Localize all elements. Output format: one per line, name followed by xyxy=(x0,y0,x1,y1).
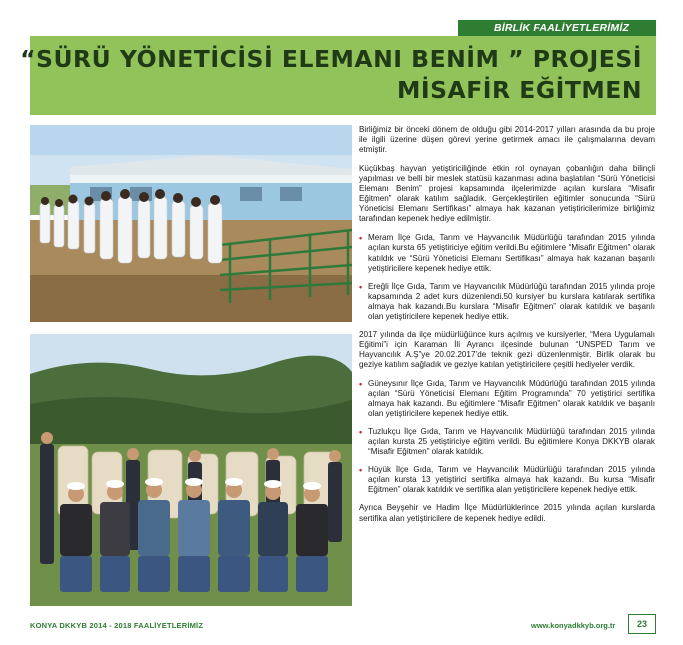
section-tab: BİRLİK FAALİYETLERİMİZ xyxy=(458,20,656,36)
photo-trainees-illustration xyxy=(30,125,352,322)
footer-publication: KONYA DKKYB 2014 - 2018 FAALİYETLERİMİZ xyxy=(30,621,204,630)
middle-paragraph: 2017 yılında da ilçe müdürlüğünce kurs açılmış ve kursiyerler, “Mera Uygulamalı Eğitimi”i için Karaman İli Ayrancı ilçesinde bulunan “UNSPED Tarım ve Hayvancılık A.Ş”ye 20.02.2017’de teknik gezi düzenlenmiştir. Birlik olarak bu geziye katılım sağladık ve geziye katılan yetiştiricilere çeşitli hediyeler verdik. xyxy=(359,329,655,369)
title-line-2: MİSAFİR EĞİTMEN xyxy=(396,76,642,104)
article-body xyxy=(359,125,655,610)
list-item: • Ereğli İlçe Gıda, Tarım ve Hayvancılık Müdürlüğü tarafından 2015 yılında proje kapsamında 2 adet kurs düzenlendi.50 kursiyer bu kurslara katılarak sertifika almaya hak kazandı.Bu kurslara “Misafir Eğitmen” olarak katıldık ve başarılı olan yetiştiricilere kepenek hediye ettik. xyxy=(359,281,655,321)
list-item: • Güneysınır İlçe Gıda, Tarım ve Hayvancılık Müdürlüğü tarafından 2015 yılında açılan “Sürü Yöneticisi Elemanı Eğitim Programında” 70 yetiştirici sertifika almaya hak kazandı. Bu eğitimlere “Misafir Eğitmen” olarak katıldık ve başarılı olan yetiştiricilere kepenek hediye ettik. xyxy=(359,378,655,419)
closing-paragraph: Ayrıca Beyşehir ve Hadim İlçe Müdürlüklerince 2015 yılında açılan kurslarda sertifika alan yetiştiricilere de kepenek hediye edildi. xyxy=(359,503,655,523)
photo-group-illustration xyxy=(30,334,352,606)
list-item: • Hüyük İlçe Gıda, Tarım ve Hayvancılık Müdürlüğü tarafından 2015 yılında açılan kursta 13 yetiştirici sertifika almaya hak kazandı. Bu kursa “Misafir Eğitmen” olarak katıldık ve sertifika alan yetiştiricilere kepenek hediye ettik. xyxy=(359,465,655,495)
bullet-icon: • xyxy=(359,281,363,292)
intro-paragraph-1: Birliğimiz bir önceki dönem de olduğu gibi 2014-2017 yılları arasında da bu proje ile ilgili üzerine düşen görevi yerine getirmek amacı ile çalışmalarına devam etmiştir. xyxy=(359,125,655,155)
page-title xyxy=(20,44,642,106)
title-line-1: “SÜRÜ YÖNETİCİSİ ELEMANI BENİM ” PROJESİ xyxy=(20,45,642,73)
list-item: • Tuzlukçu İlçe Gıda, Tarım ve Hayvancılık Müdürlüğü tarafından 2015 yılında açılan kursta 25 yetiştiriciye eğitim verildi. Bu eğitimlere Konya DKKYB olarak “Misafir Eğitmen” olarak katıldık. xyxy=(359,427,655,457)
photo-trainees-at-fence xyxy=(30,125,352,322)
footer-website-link[interactable]: www.konyadkkyb.org.tr xyxy=(531,621,616,630)
bullet-list-b xyxy=(359,379,655,495)
bullet-icon: • xyxy=(359,427,363,438)
title-band xyxy=(20,36,656,115)
photo-group-with-fleeces xyxy=(30,334,352,606)
bullet-icon: • xyxy=(359,465,363,476)
bullet-icon: • xyxy=(359,378,363,389)
intro-paragraph-2: Küçükbaş hayvan yetiştiriciliğinde etkin rol oynayan çobanlığın daha bilinçli yapılması ve belli bir meslek statüsü kazanması adına başlatılan “Sürü Yöneticisi Elemanı Benim” projesi kapsamında ilçelerimizde açılan kurslara “Misafir Eğitmen” olarak katılım sağladık. Gerçekleştirilen eğitimler sonucunda “Sürü Yöneticisi Elemanı Sertifikası” almaya hak kazanan yetiştiricilerimize birliğimiz tarafından kepenek hediye edilmiştir. xyxy=(359,164,655,224)
page-number: 23 xyxy=(628,614,656,634)
bullet-icon: • xyxy=(359,233,363,244)
list-item: • Meram İlçe Gıda, Tarım ve Hayvancılık Müdürlüğü tarafından 2015 yılında açılan kursta 65 yetiştiriciye eğitim verildi.Bu eğitimlere “Misafir Eğitmen” olarak katıldık ve “Sürü Yöneticisi Elemanı Sertifikası” almaya hak kazanan başarılı yetiştiricilere kepenek hediye ettik. xyxy=(359,233,655,273)
bullet-list-a xyxy=(359,233,655,321)
